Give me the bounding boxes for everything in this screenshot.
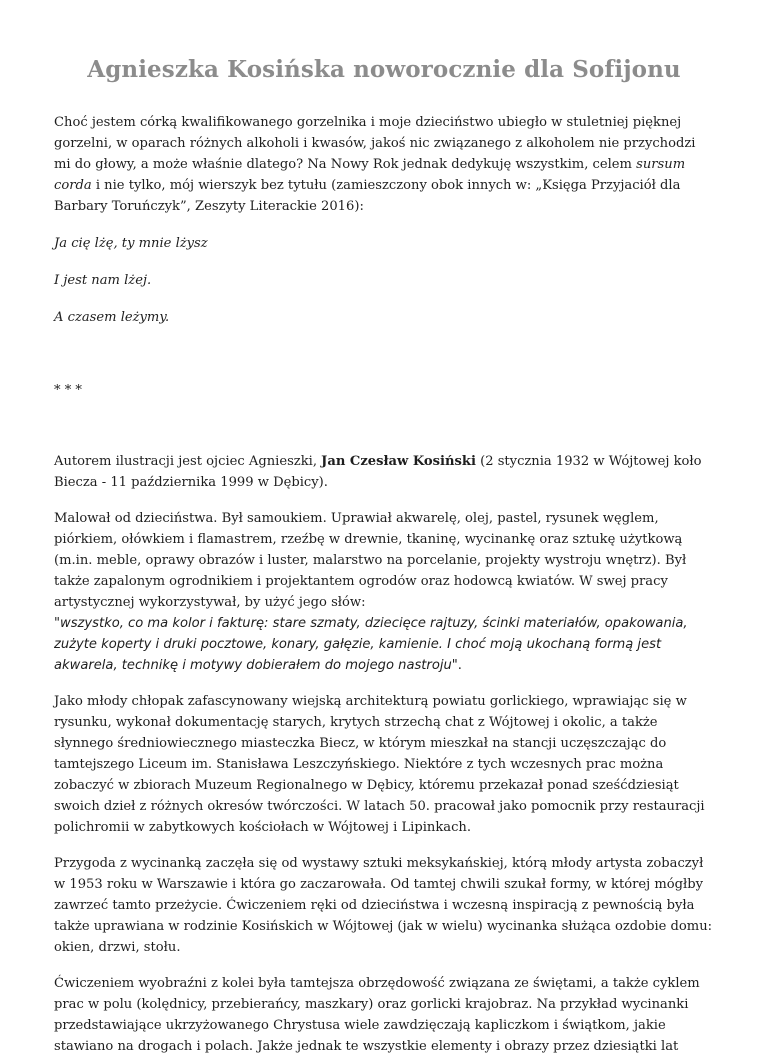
quote-open-mark: " <box>54 616 61 631</box>
imagination-paragraph: Ćwiczeniem wyobraźni z kolei była tamtejsza obrzędowość związana ze świętami, a także cyklem prac w polu (kolędnicy, przebierańcy, maszkary) oraz gorlicki krajobraz. Na przykład wycinanki przedstawiające ukrzyżowanego Chrystusa wiele zawdzięczają kapliczkom i świątkom, jakie stawiano na drogach i polach. Jakże jednak te wszystkie elementy i obrazy przez dziesiątki lat <box>54 976 700 1054</box>
poem-line-1: Ja cię lżę, ty mnie lżysz <box>54 236 208 251</box>
author-prefix: Autorem ilustracji jest ojciec Agnieszki, <box>54 454 322 469</box>
artist-quote <box>54 613 714 676</box>
youth-paragraph: Jako młody chłopak zafascynowany wiejską architekturą powiatu gorlickiego, wprawiając się w rysunku, wykonał dokumentację starych, krytych strzechą chat z Wójtowej i okolic, a także słynnego średniowiecznego miasteczka Biecz, w którym mieszkał na stancji uczęszczając do tamtejszego Liceum im. Stanisława Leszczyńskiego. Niektóre z tych wczesnych prac można zobaczyć w zbiorach Muzeum Regionalnego w Dębicy, któremu przekazał ponad sześćdziesiąt swoich dzieł z różnych okresów twórczości. W latach 50. pracował jako pomocnik przy restauracji polichromii w zabytkowych kościołach w Wójtowej i Lipinkach. <box>54 694 705 835</box>
poem-line-3: A czasem leżymy. <box>54 310 170 325</box>
document-page <box>54 54 714 1057</box>
intro-text-3: i nie tylko, mój wierszyk bez tytułu (zamieszczony obok innych w: „Księga Przyjaciół dla Barbary Toruńczyk”, Zeszyty Literackie 2016): <box>54 178 681 214</box>
page-title: Agnieszka Kosińska noworocznie dla Sofijonu <box>87 56 681 83</box>
painting-paragraph: Malował od dzieciństwa. Był samoukiem. Uprawiał akwarelę, olej, pastel, rysunek węglem, piórkiem, ołówkiem i flamastrem, rzeźbę w drewnie, tkaninę, wycinankę oraz sztukę użytkową (m.in. meble, oprawy obrazów i luster, malarstwo na porcelanie, projekty wystroju wnętrz). Był także zapalonym ogrodnikiem i projektantem ogrodów oraz hodowcą kwiatów. W swej pracy artystycznej wykorzystywał, by użyć jego słów: <box>54 511 687 610</box>
intro-text-1: Choć jestem córką kwalifikowanego gorzelnika i moje dzieciństwo ubiegło w stuletniej pięknej gorzelni, w oparach różnych alkoholi i kwasów, jakoś nic związanego z alkoholem nie przychodzi mi do głowy, a może właśnie dlatego? Na Nowy Rok jednak dedykuję wszystkim, celem <box>54 115 696 172</box>
section-separator: * * * <box>54 383 82 398</box>
quote-close-mark: ". <box>451 658 462 673</box>
quote-text: wszystko, co ma kolor i fakturę: stare szmaty, dziecięce rajtuzy, ścinki materiałów, opakowania, zużyte koperty i druki pocztowe, konary, gałęzie, kamienie. I choć moją ukochaną formą jest akwarela, technikę i motywy dobierałem do mojego nastroju <box>54 616 688 673</box>
author-suffix: (2 stycznia 1932 w Wójtowej koło Biecza - 11 października 1999 w Dębicy). <box>54 454 702 490</box>
author-name: Jan Czesław Kosiński <box>321 454 476 469</box>
cutout-paragraph: Przygoda z wycinanką zaczęła się od wystawy sztuki meksykańskiej, którą młody artysta zobaczył w 1953 roku w Warszawie i która go zaczarowała. Od tamtej chwili szukał formy, w której mógłby zawrzeć tamto przeżycie. Ćwiczeniem ręki od dzieciństwa i wczesną inspiracją z pewnością była także uprawiana w rodzinie Kosińskich w Wójtowej (jak w wielu) wycinanka służąca ozdobie domu: okien, drzwi, stołu. <box>54 856 713 955</box>
intro-paragraph <box>54 112 714 217</box>
author-paragraph <box>54 451 714 493</box>
intro-sursum: sursum <box>636 157 686 172</box>
poem-line-2: I jest nam lżej. <box>54 273 152 288</box>
intro-corda: corda <box>54 178 92 193</box>
